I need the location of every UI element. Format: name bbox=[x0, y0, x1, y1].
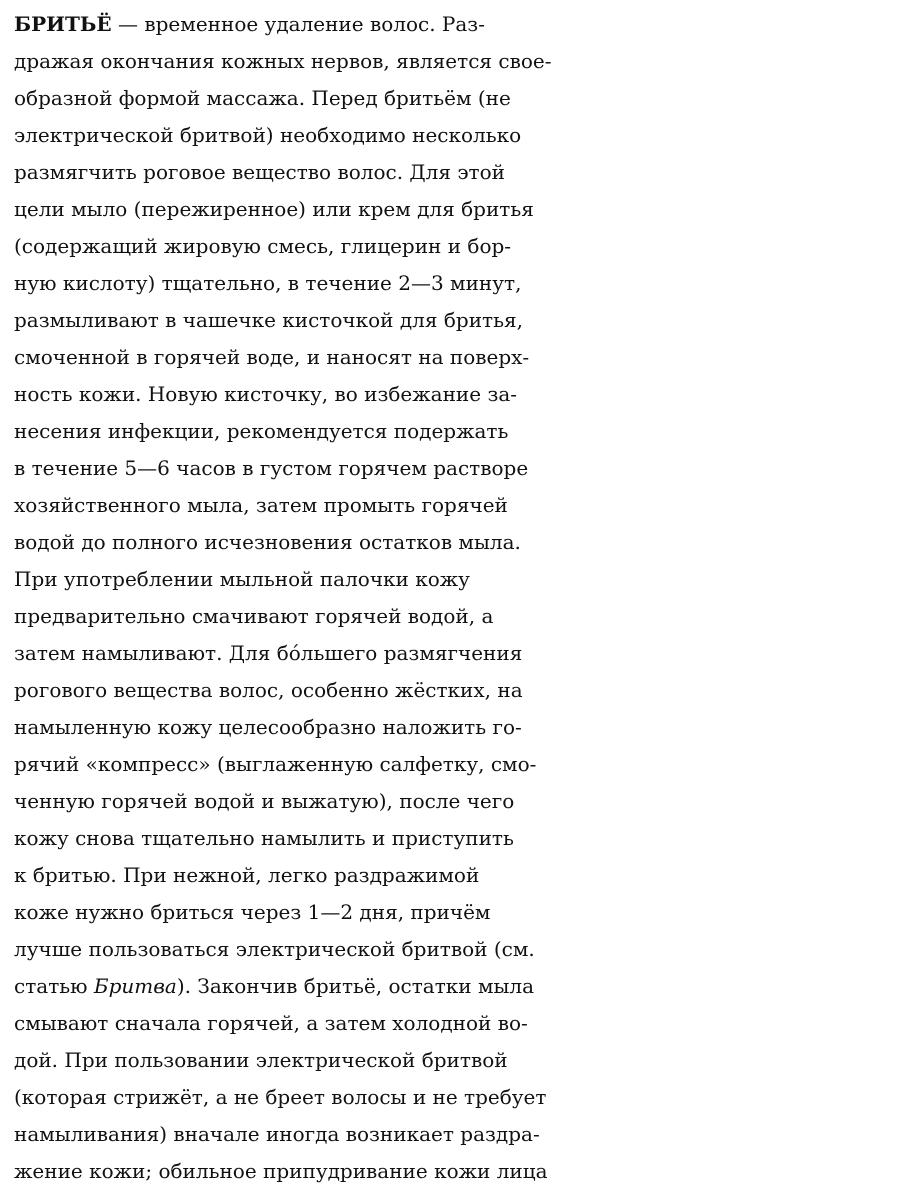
text-line-28: смывают сначала горячей, а затем холодной во- bbox=[14, 1011, 528, 1035]
text-line-21: рячий «компресс» (выглаженную салфетку, смо- bbox=[14, 752, 537, 776]
text-line-12: несения инфекции, рекомендуется подержать bbox=[14, 419, 509, 443]
text-line-27-start: статью bbox=[14, 974, 94, 998]
text-line-27-end: ). Закончив бритьё, остатки мыла bbox=[176, 974, 535, 998]
text-line-1 bbox=[14, 6, 894, 42]
text-line-4: электрической бритвой) необходимо несколько bbox=[14, 123, 522, 147]
text-line-13: в течение 5—6 часов в густом горячем растворе bbox=[14, 456, 529, 480]
text-line-11: ность кожи. Новую кисточку, во избежание за- bbox=[14, 382, 518, 406]
text-line-23: кожу снова тщательно намылить и приступить bbox=[14, 826, 514, 850]
text-line-8: ную кислоту) тщательно, в течение 2—3 минут, bbox=[14, 271, 522, 295]
text-line-18: затем намыливают. Для бóльшего размягчения bbox=[14, 641, 523, 665]
text-line-27 bbox=[14, 968, 894, 1004]
cross-reference: Бритва bbox=[93, 974, 177, 998]
text-line-26: лучше пользоваться электрической бритвой (см. bbox=[14, 937, 535, 961]
entry-term: БРИТЬЁ bbox=[14, 12, 112, 36]
text-line-2: дражая окончания кожных нервов, является свое- bbox=[14, 49, 552, 73]
text-line-31: намыливания) вначале иногда возникает раздра- bbox=[14, 1122, 540, 1146]
text-line-14: хозяйственного мыла, затем промыть горячей bbox=[14, 493, 508, 517]
text-line-10: смоченной в горячей воде, и наносят на поверх- bbox=[14, 345, 530, 369]
text-line-19: рогового вещества волос, особенно жёстких, на bbox=[14, 678, 523, 702]
text-line-5: размягчить роговое вещество волос. Для этой bbox=[14, 160, 505, 184]
text-line-15: водой до полного исчезновения остатков мыла. bbox=[14, 530, 521, 554]
text-line-6: цели мыло (пережиренное) или крем для бритья bbox=[14, 197, 534, 221]
text-line-29: дой. При пользовании электрической бритвой bbox=[14, 1048, 508, 1072]
text-line-25: коже нужно бриться через 1—2 дня, причём bbox=[14, 900, 491, 924]
text-line-16: При употреблении мыльной палочки кожу bbox=[14, 567, 470, 591]
text-line-20: намыленную кожу целесообразно наложить го- bbox=[14, 715, 522, 739]
text-line-17: предварительно смачивают горячей водой, а bbox=[14, 604, 494, 628]
text-line-3: образной формой массажа. Перед бритьём (не bbox=[14, 86, 511, 110]
text-line-32: жение кожи; обильное припудривание кожи лица bbox=[14, 1159, 548, 1183]
text-line-1-body: — временное удаление волос. Раз- bbox=[111, 12, 485, 36]
text-line-9: размыливают в чашечке кисточкой для бритья, bbox=[14, 308, 523, 332]
text-line-7: (содержащий жировую смесь, глицерин и бор- bbox=[14, 234, 512, 258]
text-line-30: (которая стрижёт, а не бреет волосы и не требует bbox=[14, 1085, 547, 1109]
text-line-22: ченную горячей водой и выжатую), после чего bbox=[14, 789, 515, 813]
text-line-24: к бритью. При нежной, легко раздражимой bbox=[14, 863, 480, 887]
